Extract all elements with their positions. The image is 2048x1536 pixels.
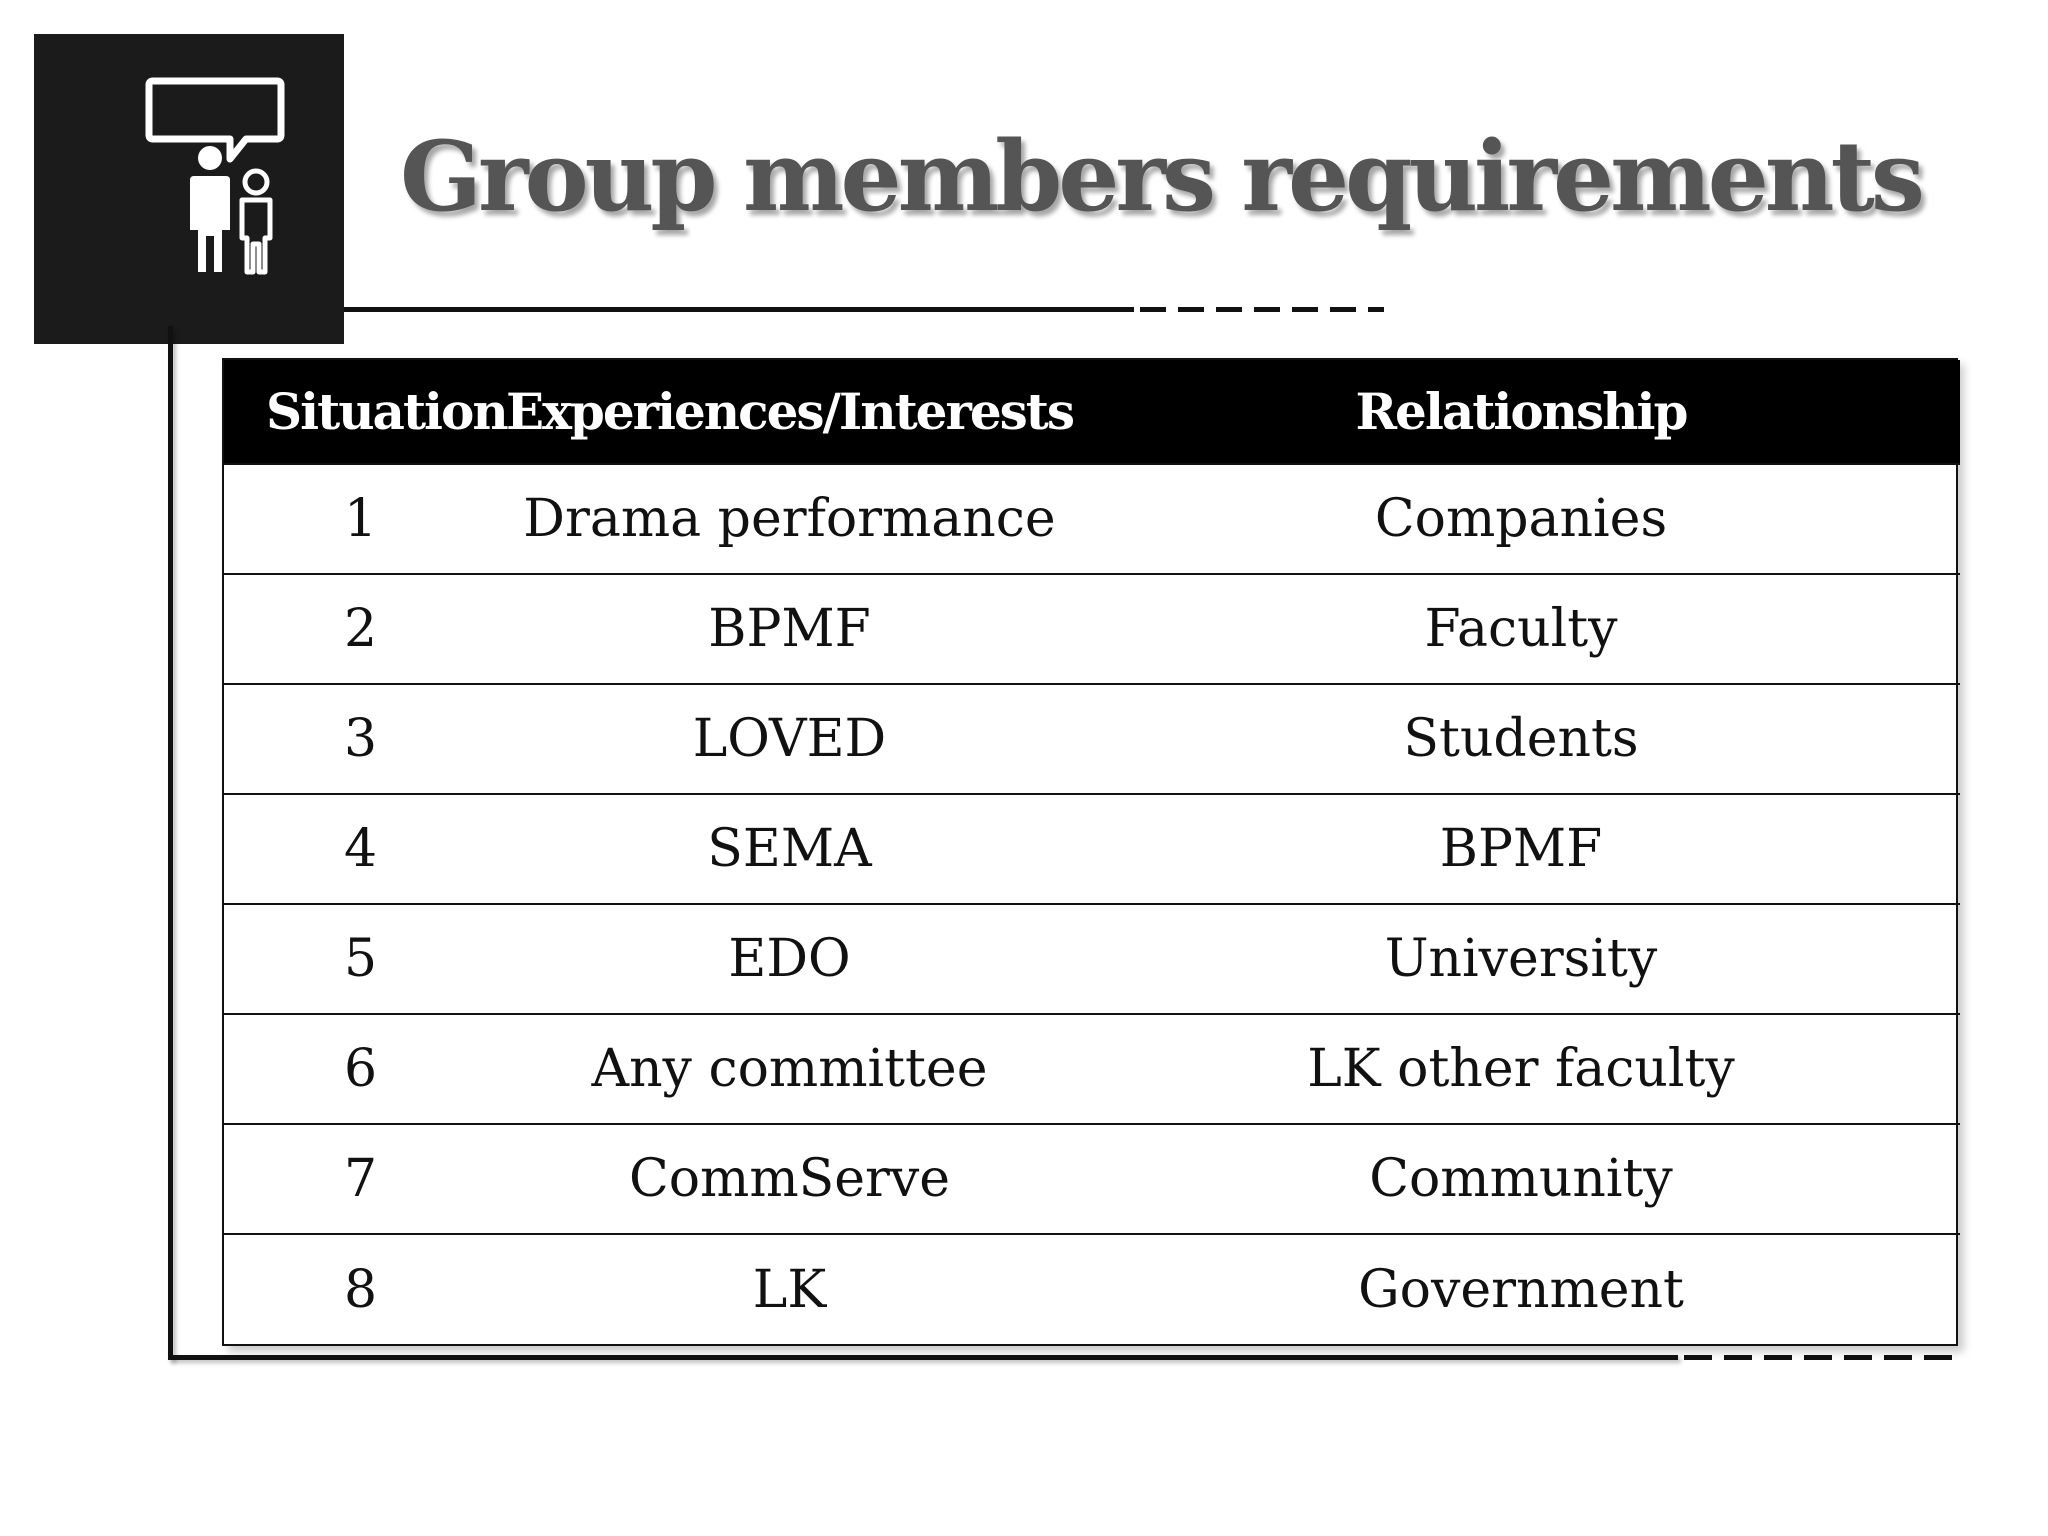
table-row — [224, 464, 1960, 574]
cell-situation: 7 — [343, 1149, 378, 1209]
cell-relationship: LK other faculty — [1307, 1039, 1735, 1099]
table-row — [224, 684, 1960, 794]
cell-experiences: BPMF — [708, 599, 871, 659]
header-situation: Situation — [266, 382, 507, 441]
presenter-speech-bubble-icon — [34, 34, 344, 344]
cell-situation: 1 — [343, 489, 378, 549]
table-row — [224, 1124, 1960, 1234]
frame-bottom-dashes — [1684, 1355, 1958, 1360]
cell-experiences: LOVED — [692, 709, 887, 769]
requirements-table — [222, 358, 1958, 1346]
cell-relationship: University — [1384, 929, 1658, 989]
header-experiences: Experiences/Interests — [505, 382, 1074, 441]
cell-relationship: Community — [1369, 1149, 1673, 1209]
title-underline-dashes — [1140, 307, 1384, 312]
cell-situation: 5 — [343, 929, 378, 989]
cell-situation: 3 — [343, 709, 378, 769]
cell-experiences: Drama performance — [523, 489, 1056, 549]
frame-left-line — [168, 326, 173, 1360]
cell-experiences: Any committee — [591, 1039, 988, 1099]
cell-situation: 2 — [343, 599, 378, 659]
frame-bottom-line — [168, 1355, 1678, 1360]
cell-relationship: Government — [1358, 1259, 1684, 1320]
table-row — [224, 904, 1960, 1014]
cell-experiences: SEMA — [707, 819, 872, 879]
page-title: Group members requirements — [400, 120, 1921, 233]
title-underline — [344, 307, 1134, 312]
cell-experiences: LK — [752, 1259, 827, 1320]
cell-situation: 6 — [343, 1039, 378, 1099]
table-row — [224, 1234, 1960, 1344]
cell-relationship: Companies — [1374, 489, 1668, 549]
cell-relationship: Students — [1403, 709, 1639, 769]
table-row — [224, 794, 1960, 904]
table-row — [224, 1014, 1960, 1124]
icon-box — [34, 34, 344, 344]
cell-relationship: BPMF — [1439, 819, 1603, 879]
header-relationship: Relationship — [1355, 382, 1687, 441]
cell-experiences: CommServe — [628, 1149, 951, 1209]
cell-relationship: Faculty — [1424, 599, 1618, 659]
cell-situation: 8 — [343, 1259, 378, 1320]
table-header-row — [224, 360, 1960, 464]
cell-situation: 4 — [343, 819, 378, 879]
table-row — [224, 574, 1960, 684]
cell-experiences: EDO — [728, 929, 851, 989]
